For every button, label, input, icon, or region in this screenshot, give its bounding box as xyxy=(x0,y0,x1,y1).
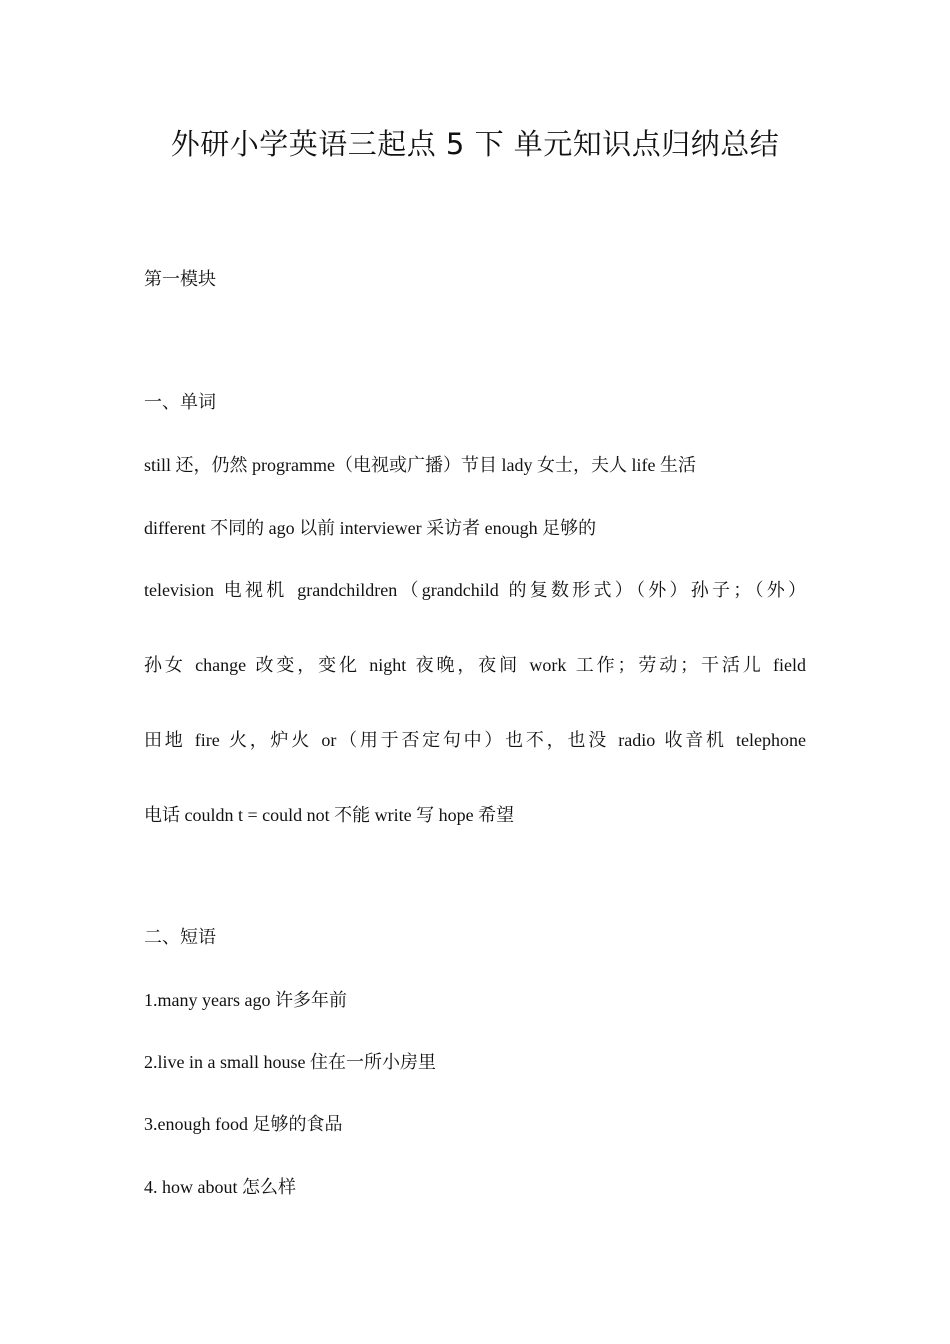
vocab-line: 田地 fire 火，炉火 or（用于否定句中）也不，也没 radio 收音机 telephone xyxy=(144,730,806,750)
document-title: 外研小学英语三起点 5 下 单元知识点归纳总结 xyxy=(170,127,780,161)
vocab-line: 电话 couldn t = could not 不能 write 写 hope 希望 xyxy=(144,805,515,825)
vocab-line: television 电视机 grandchildren（grandchild 的复数形式）（外）孙子；（外） xyxy=(144,580,806,600)
words-heading: 一、单词 xyxy=(144,392,216,413)
phrase-item: 4. how about 怎么样 xyxy=(144,1177,296,1197)
phrase-item: 2.live in a small house 住在一所小房里 xyxy=(144,1052,436,1072)
module-heading: 第一模块 xyxy=(144,269,216,290)
phrases-heading: 二、短语 xyxy=(144,927,216,948)
vocab-line: different 不同的 ago 以前 interviewer 采访者 enough 足够的 xyxy=(144,518,597,538)
phrase-item: 3.enough food 足够的食品 xyxy=(144,1114,343,1134)
phrase-item: 1.many years ago 许多年前 xyxy=(144,990,347,1010)
vocab-line: still 还，仍然 programme（电视或广播）节目 lady 女士，夫人 life 生活 xyxy=(144,455,696,475)
vocab-line: 孙女 change 改变，变化 night 夜晚，夜间 work 工作；劳动；干活儿 field xyxy=(144,655,806,675)
